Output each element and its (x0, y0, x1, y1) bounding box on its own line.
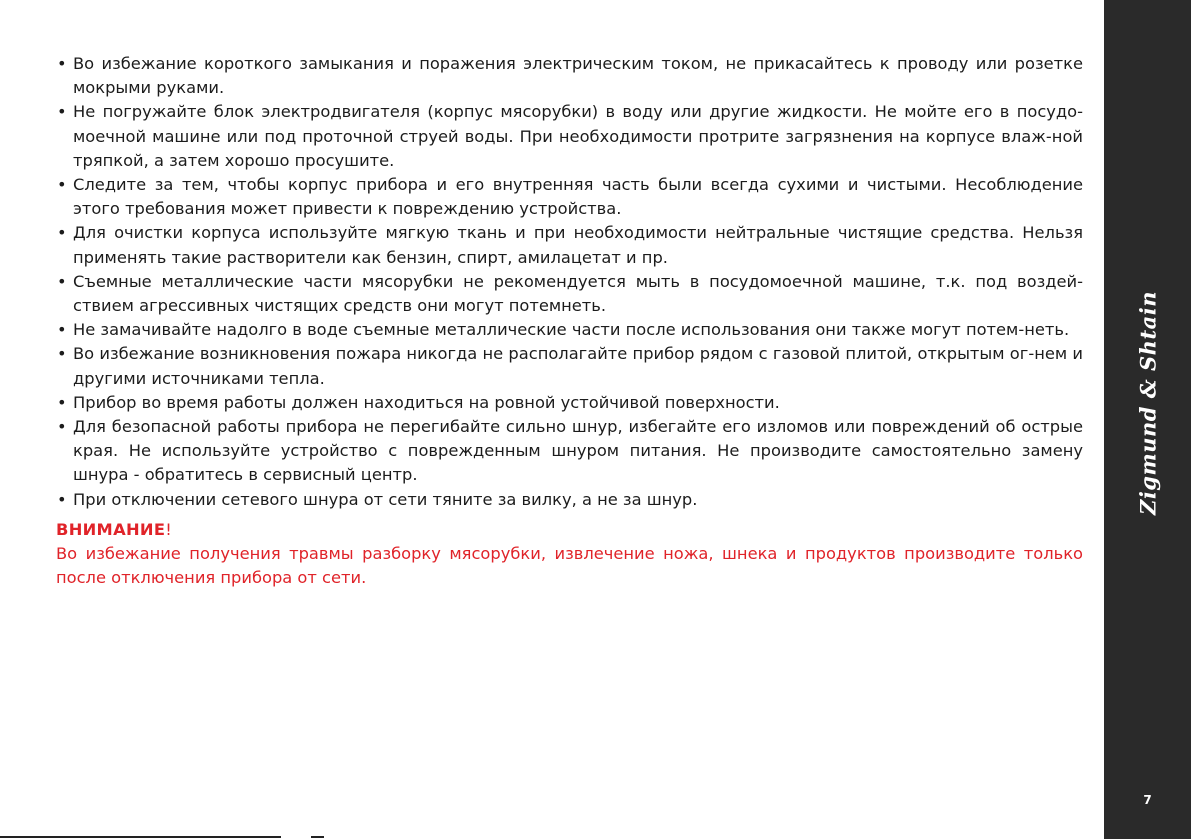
list-item (56, 100, 1083, 173)
bullet-icon: • (57, 54, 67, 73)
list-item (56, 391, 1083, 415)
page-number: 7 (1143, 793, 1152, 807)
bullet-icon: • (57, 271, 67, 291)
footer-rule (0, 836, 281, 838)
warning-title: ВНИМАНИЕ (56, 519, 166, 539)
bullet-icon: • (57, 344, 67, 364)
list-item-text: Следите за тем, чтобы корпус прибора и его внутренняя часть были всегда сухими и чистыми. Несоблюдение этого требования может привести к повреждению устройства. (73, 175, 1083, 219)
list-item-text: Прибор во время работы должен находиться на ровной устойчивой поверхности. (73, 392, 780, 412)
brand-logo: Zigmund & Shtain (1135, 291, 1160, 515)
brand-sidebar (1104, 0, 1191, 839)
list-item-text: Во избежание короткого замыкания и поражения электрическим током, не прикасайтесь к проводу или розетке мокрыми руками. (73, 54, 1083, 98)
instructions-content (56, 52, 1083, 590)
warning-heading (56, 518, 1083, 542)
list-item-text: Для очистки корпуса используйте мягкую ткань и при необходимости нейтральные чистящие средства. Нельзя применять такие растворители как бензин, спирт, амилацетат и пр. (73, 223, 1083, 267)
bullet-icon: • (57, 417, 67, 437)
warning-exclamation: ! (165, 519, 172, 539)
list-item-text: Не погружайте блок электродвигателя (корпус мясорубки) в воду или другие жидкости. Не мойте его в посудо-моечной машине или под проточной струей воды. При необходимости протрите загрязнения на корпусе влаж-ной тряпкой, а затем хорошо просушите. (73, 102, 1083, 170)
list-item-text: Не замачивайте надолго в воде съемные металлические части после использования они также могут потем-неть. (73, 320, 1070, 340)
bullet-icon: • (57, 489, 67, 509)
list-item (56, 415, 1083, 488)
warning-text: Во избежание получения травмы разборку мясорубки, извлечение ножа, шнека и продуктов производите только после отключения прибора от сети. (56, 544, 1083, 588)
list-item (56, 52, 1083, 100)
list-item (56, 342, 1083, 390)
bullet-icon: • (57, 175, 67, 195)
list-item-text: При отключении сетевого шнура от сети тяните за вилку, а не за шнур. (73, 489, 698, 509)
bullet-icon: • (57, 392, 67, 412)
list-item (56, 488, 1083, 512)
list-item (56, 173, 1083, 221)
safety-list (56, 52, 1083, 512)
list-item-text: Для безопасной работы прибора не перегибайте сильно шнур, избегайте его изломов или повреждений об острые края. Не используйте устройство с поврежденным шнуром питания. Не производите самостоятельно замену шнура - обратитесь в сервисный центр. (73, 417, 1083, 485)
list-item (56, 318, 1083, 342)
warning-block (56, 518, 1083, 591)
list-item-text: Съемные металлические части мясорубки не рекомендуется мыть в посудомоечной машине, т.к. под воздей-ствием агрессивных чистящих средств они могут потемнеть. (73, 271, 1083, 316)
list-item (56, 270, 1083, 318)
bullet-icon: • (57, 223, 67, 243)
list-item-text: Во избежание возникновения пожара никогда не располагайте прибор рядом с газовой плитой, открытым ог-нем и другими источниками тепла. (73, 344, 1083, 388)
bullet-icon: • (57, 102, 67, 122)
list-item (56, 221, 1083, 269)
footer-rule-mark (311, 836, 324, 838)
bullet-icon: • (57, 320, 67, 340)
